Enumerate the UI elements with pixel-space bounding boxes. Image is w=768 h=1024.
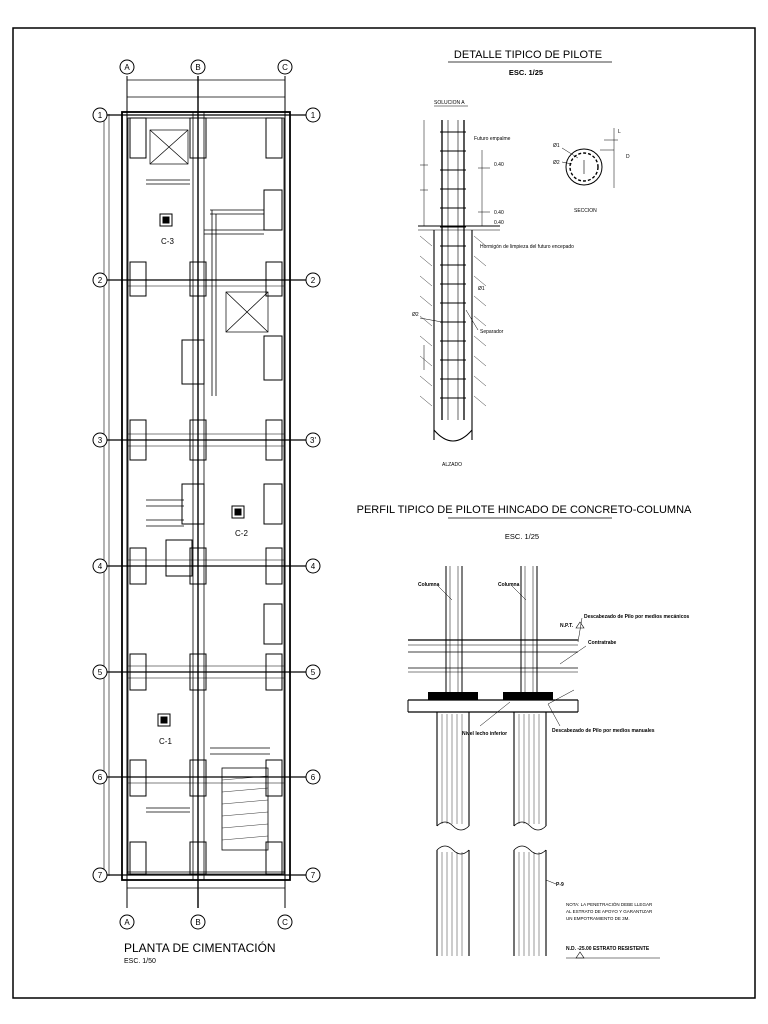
section-phi2: Ø2 [553,160,560,166]
descabezado-mec-label: Descabezado de Pilo por medios mecánicos [584,614,690,620]
axis-label-7-right: 7 [310,871,316,880]
axis-label-6-left: 6 [97,773,103,782]
plan-scale: ESC. 1/50 [124,958,156,965]
profile-note-line-1: NOTA: LA PENETRACIÓN DEBE LLEGAR [566,902,653,907]
column-tag-c2: C-2 [235,529,248,538]
foundation-plan [93,60,320,929]
concrete-note: Hormigón de limpieza del futuro encepado [480,244,574,250]
contratrabe-label: Contratrabe [588,640,617,646]
axis-label-7-left: 7 [97,871,103,880]
column-label-1: Columna [418,582,440,588]
elevation-label: ALZADO [442,462,463,468]
column-label-2: Columna [498,582,520,588]
column-tag-c1: C-1 [159,737,172,746]
axis-label-3-left: 3 [97,436,103,445]
future-splice-note: Futuro empalme [474,136,511,142]
axis-label-5-left: 5 [97,668,103,677]
axis-label-2-right: 2 [310,276,316,285]
axis-label-6-right: 6 [310,773,316,782]
pile-elevation [418,100,500,441]
spacer-label: Separador [480,329,504,335]
axis-label-b-top: B [195,63,201,72]
axis-label-b-bottom: B [195,918,201,927]
axis-label-c-top: C [282,63,288,72]
phi-2-label: Ø2 [412,312,419,318]
detail-scale: ESC. 1/25 [508,68,544,77]
axis-label-4-left: 4 [97,562,103,571]
section-label: SECCION [574,208,597,214]
axis-label-a-bottom: A [124,918,130,927]
profile-title: PERFIL TIPICO DE PILOTE HINCADO DE CONCRETO-COLUMNA [356,504,692,516]
pile-tag: P-9 [556,882,564,888]
plan-title: PLANTA DE CIMENTACIÓN [124,941,276,955]
profile-note-line-3: UN EMPOTRAMIENTO DE 3M. [566,916,630,921]
profile-scale: ESC. 1/25 [504,532,540,541]
pile-section [562,128,618,188]
axis-label-a-top: A [124,63,130,72]
npt-label: N.P.T. [560,623,573,629]
column-tag-c3: C-3 [161,237,174,246]
axis-label-c-bottom: C [282,918,288,927]
axis-label-1-right: 1 [310,111,316,120]
descabezado-man-label: Descabezado de Pilo por medios manuales [552,728,655,734]
dim-1: 0.40 [494,162,504,168]
nd-label: N.D. -25.00 ESTRATO RESISTENTE [566,946,650,952]
profile-note-line-2: AL ESTRATO DE APOYO Y GARANTIZAR [566,909,653,914]
solution-label: SOLUCION A [434,100,465,106]
lecho-label: Nivel lecho inferior [462,731,508,737]
phi-1-label: Ø1 [478,286,485,292]
section-l: L [618,129,621,135]
section-phi1: Ø1 [553,143,560,149]
dim-3: 0.40 [494,220,504,226]
axis-label-2-left: 2 [97,276,103,285]
axis-label-1-left: 1 [97,111,103,120]
axis-label-4-right: 4 [310,562,316,571]
axis-label-5-right: 5 [310,668,316,677]
pile-profile [408,566,660,958]
dim-2: 0.40 [494,210,504,216]
section-d: D [626,154,630,160]
axis-label-3-right: 3' [310,436,316,445]
detail-title: DETALLE TIPICO DE PILOTE [453,49,603,61]
